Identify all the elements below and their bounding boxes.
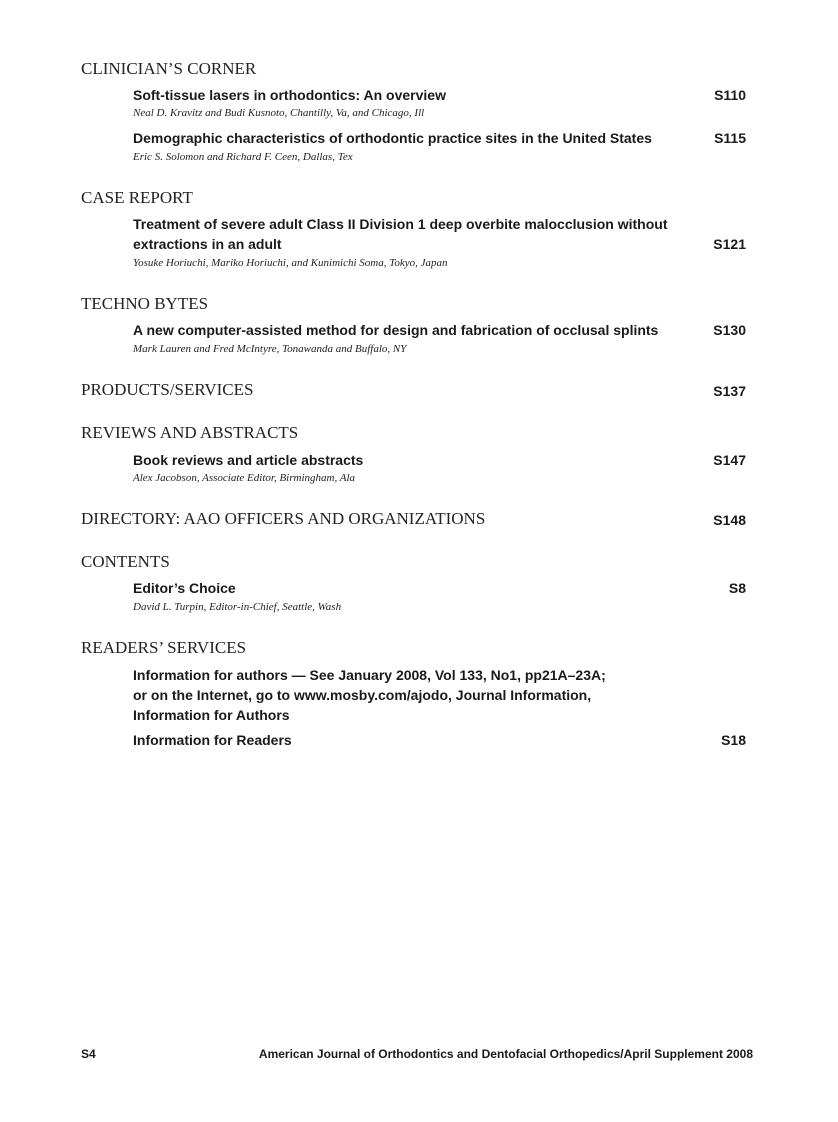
- page-number: S110: [714, 87, 746, 103]
- info-authors-line1: Information for authors — See January 2008, Vol 133, No1, pp21A–23A;: [133, 667, 606, 683]
- article-authors: Mark Lauren and Fred McIntyre, Tonawanda and Buffalo, NY: [133, 343, 407, 355]
- info-authors-line3: Information for Authors: [133, 707, 290, 723]
- article-authors: Eric S. Solomon and Richard F. Ceen, Dallas, Tex: [133, 151, 353, 163]
- section-heading: CASE REPORT: [81, 188, 193, 207]
- section-heading: CLINICIAN’S CORNER: [81, 59, 257, 78]
- article-title[interactable]: Demographic characteristics of orthodontic practice sites in the United States: [133, 130, 652, 146]
- article-title[interactable]: Soft-tissue lasers in orthodontics: An overview: [133, 87, 446, 103]
- page-number: S148: [713, 512, 746, 528]
- section-heading: REVIEWS AND ABSTRACTS: [81, 423, 299, 442]
- page-number: S121: [713, 236, 746, 252]
- page-number: S137: [713, 383, 746, 399]
- section-heading: READERS’ SERVICES: [81, 638, 247, 657]
- article-authors: Alex Jacobson, Associate Editor, Birmingham, Ala: [133, 472, 356, 484]
- section-heading: DIRECTORY: AAO OFFICERS AND ORGANIZATIONS: [81, 509, 486, 528]
- section-heading: CONTENTS: [81, 552, 170, 571]
- page-number: S130: [713, 322, 746, 338]
- article-title[interactable]: A new computer-assisted method for design and fabrication of occlusal splints: [133, 322, 659, 338]
- page-number: S147: [713, 452, 746, 468]
- page-number: S8: [728, 580, 746, 596]
- article-title[interactable]: Book reviews and article abstracts: [133, 452, 364, 468]
- section-heading: PRODUCTS/SERVICES: [81, 380, 254, 399]
- page-number: S115: [714, 130, 746, 146]
- article-authors: Neal D. Kravitz and Budi Kusnoto, Chantilly, Va, and Chicago, Ill: [133, 107, 425, 119]
- article-title-line2[interactable]: extractions in an adult: [133, 236, 282, 252]
- info-authors-line2: or on the Internet, go to www.mosby.com/ajodo, Journal Information,: [133, 687, 592, 703]
- article-title[interactable]: Information for Readers: [133, 732, 292, 748]
- article-authors: Yosuke Horiuchi, Mariko Horiuchi, and Kunimichi Soma, Tokyo, Japan: [133, 257, 448, 269]
- article-title[interactable]: Editor’s Choice: [133, 580, 236, 596]
- article-title-line1[interactable]: Treatment of severe adult Class II Division 1 deep overbite malocclusion without: [133, 216, 668, 232]
- footer-journal-title: American Journal of Orthodontics and Dentofacial Orthopedics/April Supplement 2008: [258, 1047, 753, 1061]
- section-heading: TECHNO BYTES: [81, 294, 209, 313]
- footer-page-number: S4: [81, 1047, 96, 1061]
- article-authors: David L. Turpin, Editor-in-Chief, Seattle, Wash: [133, 601, 342, 613]
- page-number: S18: [721, 732, 746, 748]
